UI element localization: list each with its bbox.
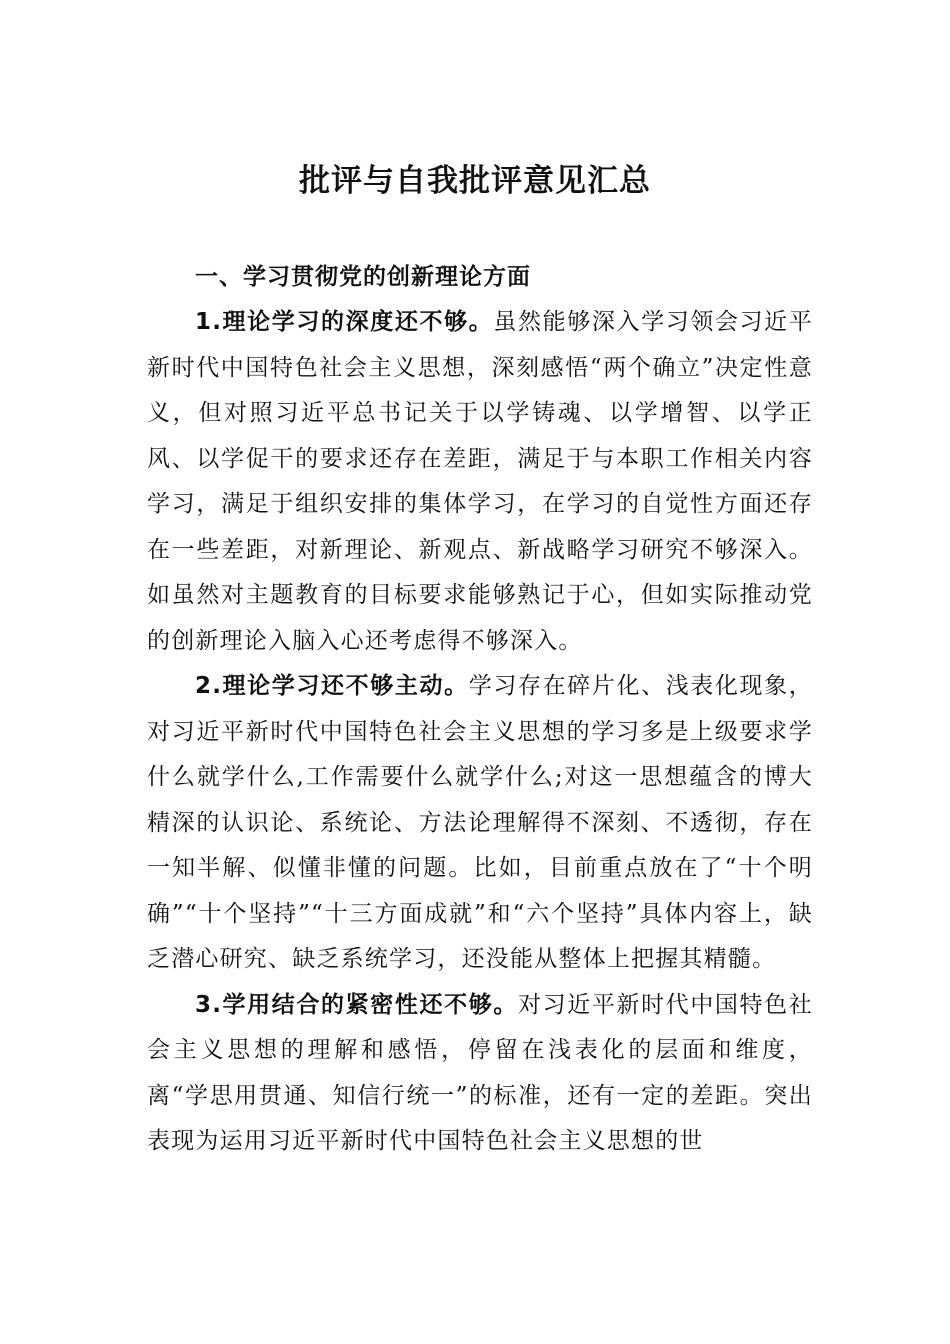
paragraph-3 bbox=[147, 983, 813, 1165]
paragraph-1-body: 虽然能够深入学习领会习近平新时代中国特色社会主义思想，深刻感悟“两个确立”决定性意义，但对照习近平总书记关于以学铸魂、以学增智、以学正风、以学促干的要求还存在差距，满足于与本职工作相关内容学习，满足于组织安排的集体学习，在学习的自觉性方面还存在一些差距，对新理论、新观点、新战略学习研究不够深入。如虽然对主题教育的目标要求能够熟记于心，但如实际推动党的创新理论入脑入心还考虑得不够深入。 bbox=[147, 309, 813, 654]
section-heading: 一、学习贯彻党的创新理论方面 bbox=[195, 264, 531, 290]
paragraph-2 bbox=[147, 664, 813, 983]
paragraph-2-body: 学习存在碎片化、浅表化现象，对习近平新时代中国特色社会主义思想的学习多是上级要求学什么就学什么,工作需要什么就学什么;对这一思想蕴含的博大精深的认识论、系统论、方法论理解得不深刻、不透彻，存在一知半解、似懂非懂的问题。比如，目前重点放在了“十个明确”“十个坚持”“十三方面成就”和“六个坚持”具体内容上，缺乏潜心研究、缺乏系统学习，还没能从整体上把握其精髓。 bbox=[147, 673, 813, 972]
paragraph-1 bbox=[147, 300, 813, 664]
paragraph-3-lead: 3.学用结合的紧密性还不够。 bbox=[195, 991, 518, 1018]
paragraph-1-lead: 1.理论学习的深度还不够。 bbox=[195, 309, 494, 335]
document-title: 批评与自我批评意见汇总 bbox=[299, 163, 651, 199]
paragraph-3-body: 对习近平新时代中国特色社会主义思想的理解和感悟，停留在浅表化的层面和维度，离“学思用贯通、知信行统一”的标准，还有一定的差距。突出表现为运用习近平新时代中国特色社会主义思想的世 bbox=[147, 991, 813, 1154]
document-body bbox=[147, 255, 813, 1165]
paragraph-2-lead: 2.理论学习还不够主动。 bbox=[195, 673, 469, 699]
